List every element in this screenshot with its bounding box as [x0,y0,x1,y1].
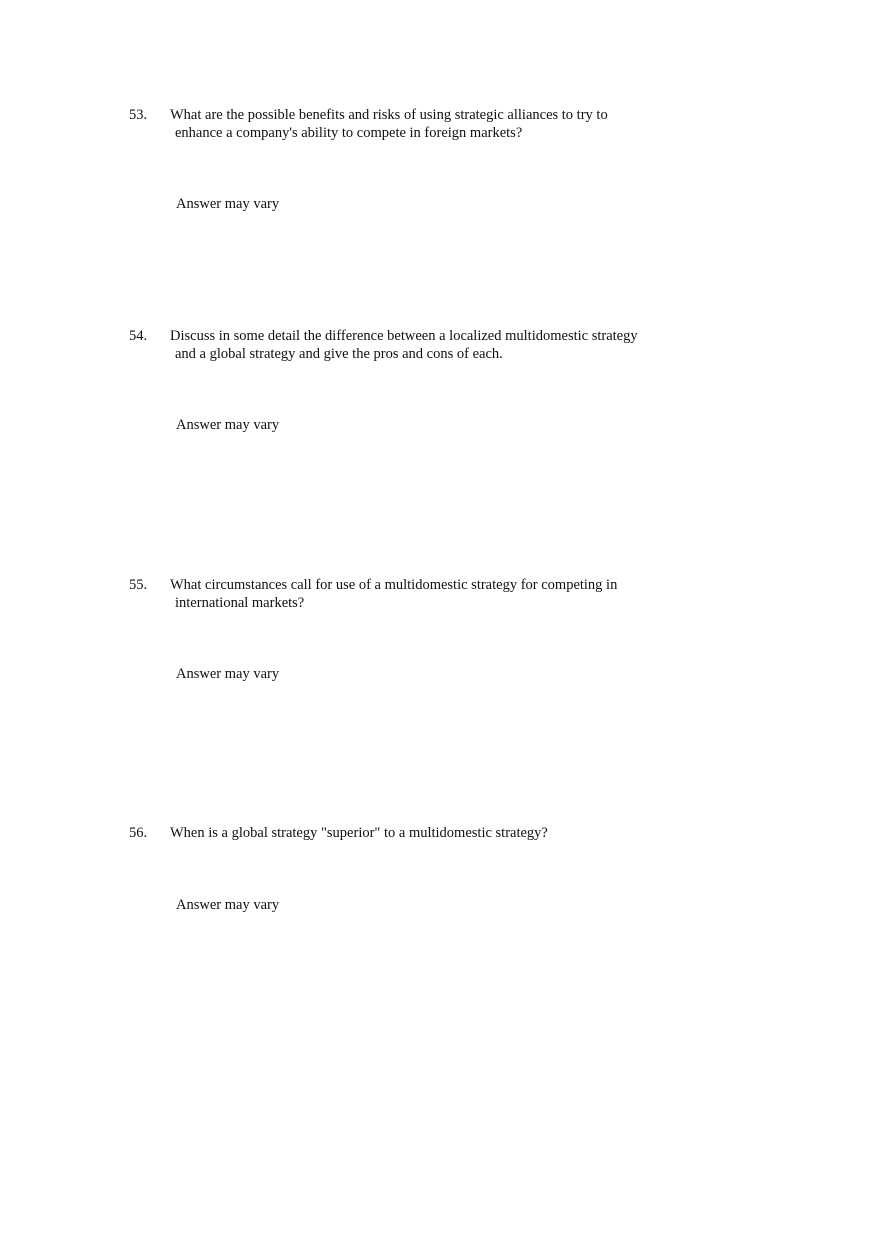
question-54-head [129,327,689,362]
question-text-line-2: international markets? [175,595,305,611]
question-number: 53. [129,107,148,123]
question-56-head [129,824,689,842]
question-54 [129,327,689,362]
question-text-line-1: What circumstances call for use of a multidomestic strategy for competing in [170,577,618,593]
question-53 [129,106,689,141]
question-number: 55. [129,577,148,593]
question-55-head [129,576,689,611]
question-number: 54. [129,328,148,344]
question-text-line-1: When is a global strategy "superior" to a multidomestic strategy? [170,825,548,841]
question-text-line-1: What are the possible benefits and risks of using strategic alliances to try to [170,107,608,123]
question-53-head [129,106,689,141]
answer-54: Answer may vary [176,417,280,433]
answer-56: Answer may vary [176,897,280,913]
question-text-line-2: enhance a company's ability to compete in foreign markets? [175,125,523,141]
question-text-line-2: and a global strategy and give the pros and cons of each. [175,346,503,362]
answer-53: Answer may vary [176,196,280,212]
question-number: 56. [129,825,148,841]
question-text-line-1: Discuss in some detail the difference between a localized multidomestic strategy [170,328,638,344]
answer-55: Answer may vary [176,666,280,682]
question-55 [129,576,689,611]
question-56 [129,824,689,842]
